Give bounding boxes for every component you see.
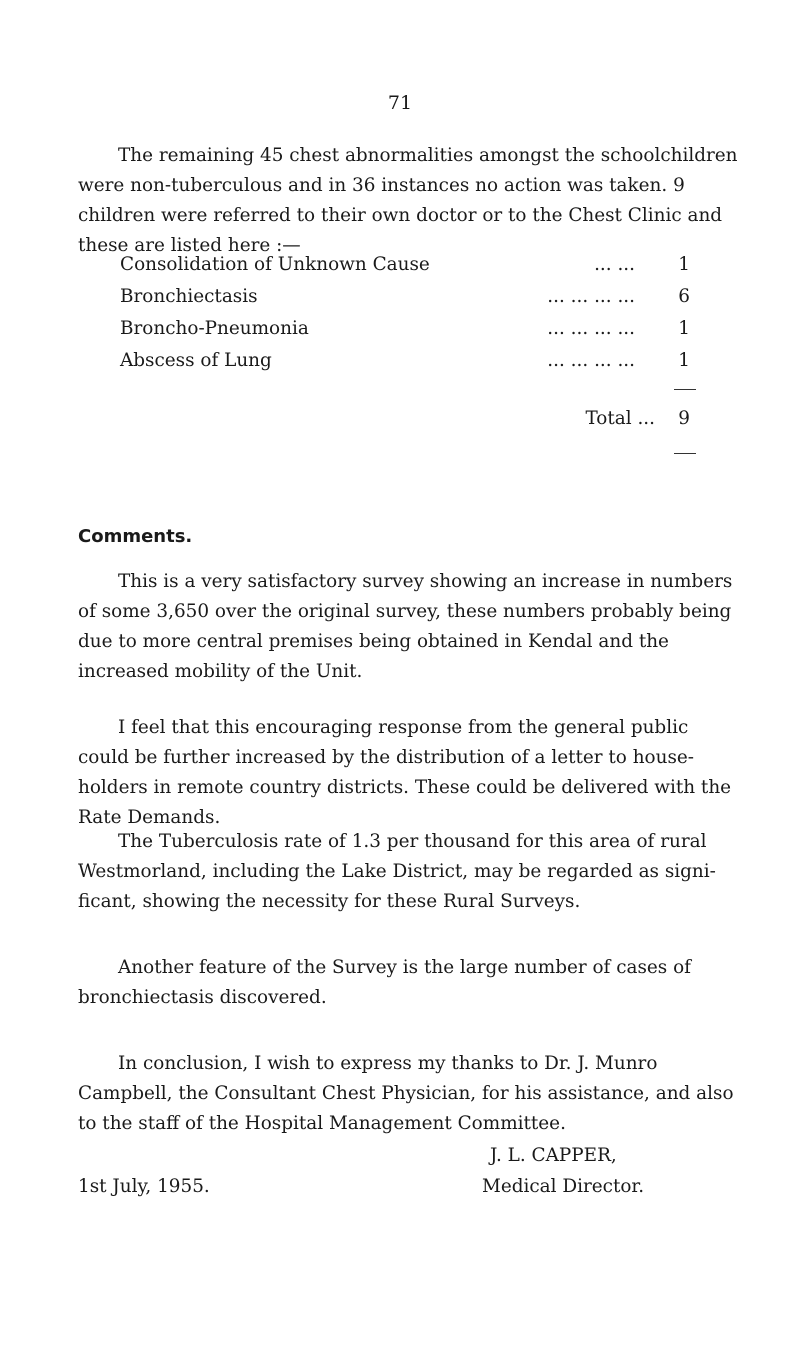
list-item [120, 249, 700, 281]
conditions-list [120, 249, 700, 377]
condition-label: Broncho-Pneumonia [120, 318, 309, 339]
comment-paragraph: Another feature of the Survey is the large number of cases of bronchiectasis discovered. [78, 957, 691, 1008]
list-item [120, 281, 700, 313]
comment-paragraph: The Tuberculosis rate of 1.3 per thousand for this area of rural Westmorland, including the Lake District, may be regarded as significant, showing the necessity for these Rural Surveys. [78, 831, 716, 912]
sum-rule-top [674, 389, 696, 390]
page-number: 71 [387, 92, 413, 114]
leader-dots: ... ... ... ... [547, 286, 635, 307]
signature-date: 1st July, 1955. [78, 1176, 210, 1197]
comments-heading: Comments. [78, 526, 193, 547]
total-label: Total ... [585, 408, 655, 429]
signatory-name: J. L. CAPPER, [490, 1145, 617, 1166]
list-item [120, 345, 700, 377]
condition-count: 1 [678, 254, 690, 275]
comment-paragraph: In conclusion, I wish to express my thanks to Dr. J. Munro Campbell, the Consultant Chest Physician, for his assistance, and also to the staff of the Hospital Management Committee. [78, 1053, 734, 1134]
condition-count: 1 [678, 318, 690, 339]
leader-dots: ... ... ... ... [547, 350, 635, 371]
list-item [120, 313, 700, 345]
condition-label: Consolidation of Unknown Cause [120, 254, 430, 275]
leader-dots: ... ... ... ... [547, 318, 635, 339]
condition-count: 1 [678, 350, 690, 371]
condition-label: Bronchiectasis [120, 286, 258, 307]
signatory-title: Medical Director. [482, 1176, 645, 1197]
condition-label: Abscess of Lung [120, 350, 272, 371]
comment-paragraph: I feel that this encouraging response from the general public could be further increased by the distribution of a letter to householders in remote country districts. These could be delivered with the Rate Demands. [78, 717, 732, 828]
total-row [120, 403, 700, 435]
condition-count: 6 [678, 286, 690, 307]
total-value: 9 [678, 408, 690, 429]
intro-paragraph: The remaining 45 chest abnormalities amongst the schoolchildren were non-tuberculous and in 36 instances no action was taken. 9 children were referred to their own doctor or to the Chest Clinic and these are listed here :— [78, 145, 738, 256]
comment-paragraph: This is a very satisfactory survey showing an increase in numbers of some 3,650 over the original survey, these numbers probably being due to more central premises being obtained in Kendal and the increased mobility of the Unit. [78, 571, 733, 682]
leader-dots: ... ... [594, 254, 635, 275]
sum-rule-bottom [674, 453, 696, 454]
